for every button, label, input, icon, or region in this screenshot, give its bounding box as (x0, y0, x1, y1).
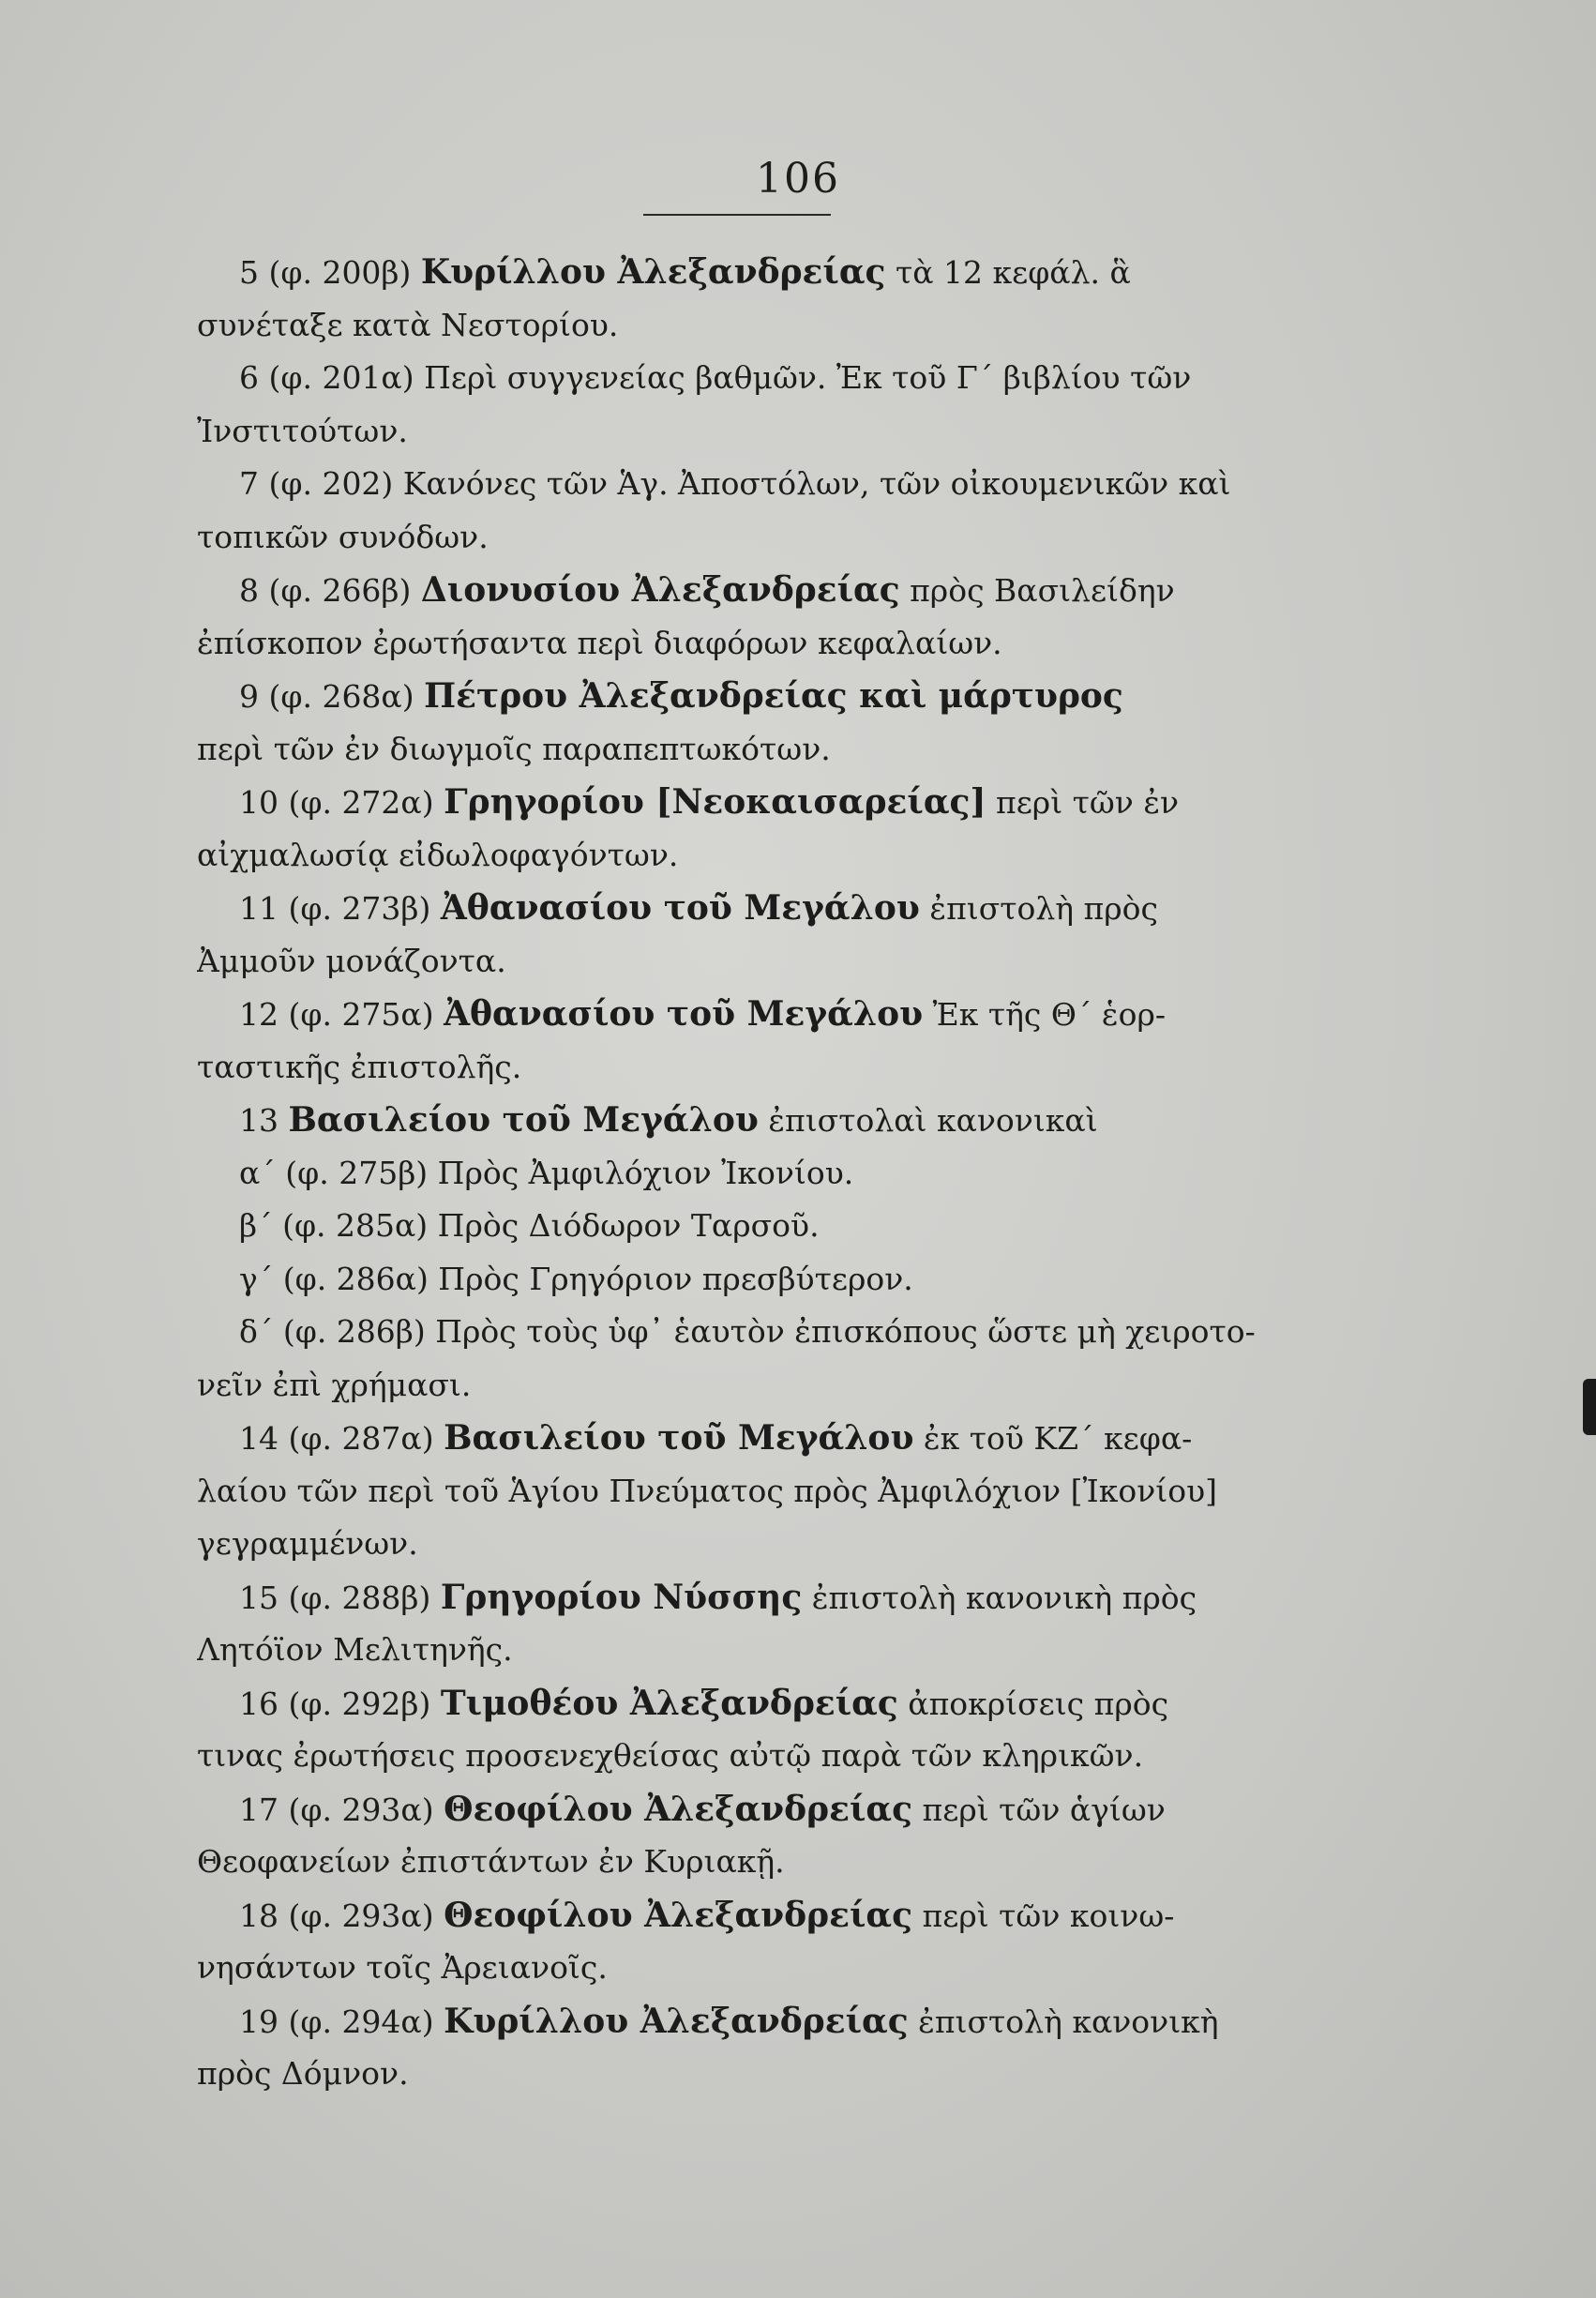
line-text: 19 (φ. 294α) (239, 2003, 444, 2040)
text-line (197, 405, 1322, 459)
line-text: 13 (239, 1102, 289, 1139)
author-name: Πέτρου Ἀλεξανδρείας καὶ μάρτυρος (424, 676, 1123, 716)
text-line (197, 723, 1322, 777)
line-text: νεῖν ἐπὶ χρήμασι. (197, 1366, 472, 1403)
text-line (197, 299, 1322, 353)
line-text: περὶ τῶν ἁγίων (912, 1791, 1166, 1828)
author-name: Θεοφίλου Ἀλεξανδρείας (444, 1895, 913, 1935)
text-line (197, 1730, 1322, 1783)
line-text: ταστικῆς ἐπιστολῆς. (197, 1048, 522, 1085)
text-body (197, 246, 1322, 2101)
text-line (197, 1783, 1322, 1837)
text-line (197, 882, 1322, 935)
line-text: δ΄ (φ. 286β) Πρὸς τοὺς ὑφ᾽ ἑαυτὸν ἐπισκόπους ὥστε μὴ χειροτο- (239, 1313, 1256, 1350)
text-line (197, 1200, 1322, 1253)
line-text: 5 (φ. 200β) (239, 254, 421, 291)
text-line (197, 1836, 1322, 1889)
header-rule (643, 214, 831, 216)
line-text: τινας ἐρωτήσεις προσενεχθείσας αὐτῷ παρὰ τῶν κληρικῶν. (197, 1737, 1144, 1774)
author-name: Γρηγορίου Νύσσης (440, 1577, 803, 1617)
author-name: Βασιλείου τοῦ Μεγάλου (288, 1100, 759, 1140)
line-text: λαίου τῶν περὶ τοῦ Ἁγίου Πνεύματος πρὸς Ἀμφιλόχιον [Ἰκονίου] (197, 1472, 1218, 1509)
text-line (197, 1306, 1322, 1359)
author-name: Γρηγορίου [Νεοκαισαρείας] (444, 782, 986, 822)
line-text: περὶ τῶν κοινω- (912, 1897, 1175, 1934)
line-text: 15 (φ. 288β) (239, 1579, 441, 1616)
line-text: ἐπιστολαὶ κανονικαὶ (758, 1102, 1098, 1139)
line-text: γεγραμμένων. (197, 1525, 418, 1562)
line-text: 18 (φ. 293α) (239, 1897, 444, 1934)
line-text: πρὸς Δόμνον. (197, 2055, 409, 2092)
author-name: Κυρίλλου Ἀλεξανδρείας (420, 252, 886, 292)
author-name: Τιμοθέου Ἀλεξανδρείας (440, 1683, 898, 1723)
text-line (197, 1677, 1322, 1731)
text-line (197, 511, 1322, 565)
line-text: ἐπιστολὴ πρὸς (919, 890, 1158, 927)
line-text: 6 (φ. 201α) Περὶ συγγενείας βαθμῶν. Ἐκ τοῦ Γ΄ βιβλίου τῶν (239, 359, 1192, 396)
line-text: συνέταξε κατὰ Νεστορίου. (197, 306, 619, 343)
line-text: ἐπιστολὴ κανονικὴ (908, 2003, 1219, 2040)
text-line (197, 1624, 1322, 1677)
text-line (197, 564, 1322, 617)
text-line (197, 829, 1322, 883)
line-text: 12 (φ. 275α) (239, 996, 444, 1033)
author-name: Βασιλείου τοῦ Μεγάλου (444, 1418, 914, 1458)
text-line (197, 1465, 1322, 1519)
line-text: ἐκ τοῦ ΚΖ΄ κεφα- (913, 1420, 1193, 1457)
line-text: Ἐκ τῆς Θ΄ ἑορ- (923, 996, 1167, 1033)
text-line (197, 1147, 1322, 1201)
line-text: τὰ 12 κεφάλ. ἃ (885, 254, 1131, 291)
line-text: 11 (φ. 273β) (239, 890, 441, 927)
line-text: περὶ τῶν ἐν διωγμοῖς παραπεπτωκότων. (197, 730, 831, 767)
text-line (197, 1041, 1322, 1095)
text-line (197, 246, 1322, 299)
line-text: β΄ (φ. 285α) Πρὸς Διόδωρον Ταρσοῦ. (239, 1207, 820, 1244)
page-number: 106 (756, 155, 840, 203)
line-text: Λητόϊον Μελιτηνῆς. (197, 1631, 513, 1668)
line-text: 8 (φ. 266β) (239, 572, 421, 609)
text-line (197, 1518, 1322, 1571)
author-name: Ἀθανασίου τοῦ Μεγάλου (444, 994, 924, 1034)
text-line (197, 1995, 1322, 2049)
line-text: Ἰνστιτούτων. (197, 412, 408, 449)
text-line (197, 2048, 1322, 2101)
line-text: 17 (φ. 293α) (239, 1791, 444, 1828)
text-line (197, 776, 1322, 829)
line-text: περὶ τῶν ἐν (986, 784, 1180, 821)
text-line (197, 617, 1322, 671)
line-text: πρὸς Βασιλείδην (899, 572, 1175, 609)
text-line (197, 1094, 1322, 1147)
text-line (197, 352, 1322, 405)
line-text: Ἀμμοῦν μονάζοντα. (197, 942, 506, 979)
text-line (197, 935, 1322, 989)
line-text: νησάντων τοῖς Ἀρειανοῖς. (197, 1949, 608, 1986)
author-name: Θεοφίλου Ἀλεξανδρείας (444, 1789, 913, 1829)
line-text: 10 (φ. 272α) (239, 784, 444, 821)
line-text: Θεοφανείων ἐπιστάντων ἐν Κυριακῇ. (197, 1843, 785, 1880)
text-line (197, 1359, 1322, 1413)
line-text: 9 (φ. 268α) (239, 678, 425, 715)
author-name: Ἀθανασίου τοῦ Μεγάλου (440, 888, 920, 928)
line-text: 14 (φ. 287α) (239, 1420, 444, 1457)
text-line (197, 1253, 1322, 1307)
line-text: αἰχμαλωσίᾳ εἰδωλοφαγόντων. (197, 836, 679, 873)
text-line (197, 1571, 1322, 1625)
line-text: ἐπίσκοπον ἐρωτήσαντα περὶ διαφόρων κεφαλαίων. (197, 624, 1002, 661)
line-text: τοπικῶν συνόδων. (197, 518, 489, 555)
line-text: α΄ (φ. 275β) Πρὸς Ἀμφιλόχιον Ἰκονίου. (239, 1154, 854, 1191)
text-line (197, 670, 1322, 723)
line-text: 16 (φ. 292β) (239, 1685, 441, 1722)
text-line (197, 1889, 1322, 1943)
author-name: Διονυσίου Ἀλεξανδρείας (420, 570, 900, 610)
line-text: ἐπιστολὴ κανονικὴ πρὸς (802, 1579, 1197, 1616)
text-line (197, 1942, 1322, 1995)
line-text: γ΄ (φ. 286α) Πρὸς Γρηγόριον πρεσβύτερον. (239, 1260, 913, 1297)
text-line (197, 988, 1322, 1041)
author-name: Κυρίλλου Ἀλεξανδρείας (444, 2001, 909, 2041)
line-text: ἀποκρίσεις πρὸς (897, 1685, 1169, 1722)
scan-edge-mark (1583, 1379, 1596, 1435)
text-line (197, 458, 1322, 511)
text-line (197, 1412, 1322, 1465)
line-text: 7 (φ. 202) Κανόνες τῶν Ἁγ. Ἀποστόλων, τῶν οἰκουμενικῶν καὶ (239, 465, 1231, 502)
